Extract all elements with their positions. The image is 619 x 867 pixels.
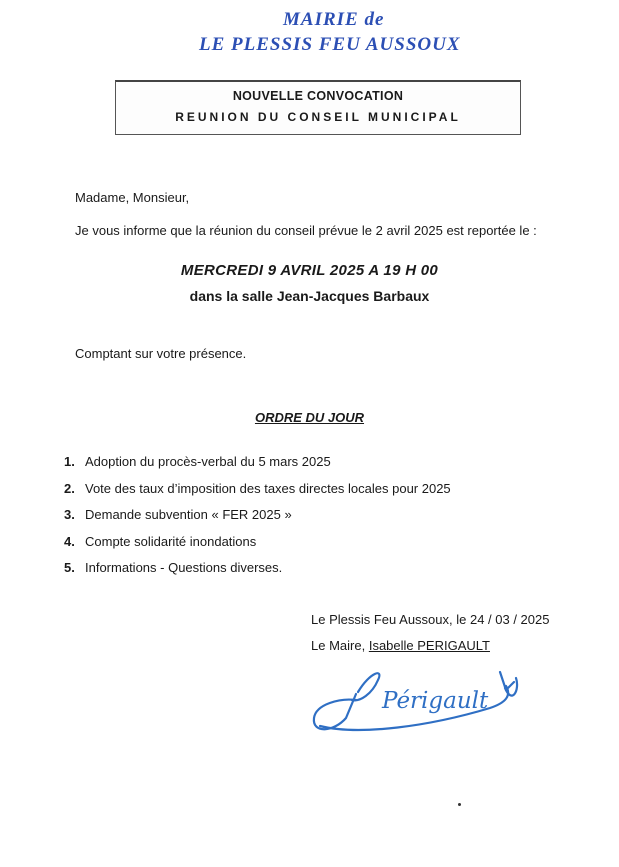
handwritten-signature (300, 660, 530, 750)
signature-stroke (314, 694, 356, 729)
agenda-item-text: Demande subvention « FER 2025 » (85, 507, 292, 522)
agenda-item-number: 5. (64, 560, 75, 575)
agenda-item-number: 4. (64, 533, 75, 549)
convocation-title: NOUVELLE CONVOCATION (232, 89, 404, 103)
agenda-item-text: Adoption du procès-verbal du 5 mars 2025 (85, 454, 331, 469)
agenda-item-number: 3. (64, 507, 75, 522)
header-mairie: MAIRIE de (283, 9, 385, 30)
signature-role: Le Maire, (311, 638, 366, 653)
convocation-subtitle: REUNION DU CONSEIL MUNICIPAL (175, 110, 461, 124)
meeting-location: dans la salle Jean-Jacques Barbaux (189, 288, 430, 304)
agenda-item-text: Compte solidarité inondations (85, 533, 257, 549)
convocation-box (115, 80, 521, 135)
intro-paragraph: Je vous informe que la réunion du conseil prévue le 2 avril 2025 est reportée le : (75, 223, 537, 238)
agenda-list (64, 454, 451, 587)
agenda-item (64, 534, 451, 561)
signature-name-line (311, 638, 490, 653)
agenda-title: ORDRE DU JOUR (254, 410, 365, 425)
stray-dot (458, 803, 461, 806)
agenda-item-number: 2. (64, 480, 75, 496)
agenda-item (64, 560, 451, 587)
agenda-item-text: Informations - Questions diverses. (85, 560, 283, 575)
greeting: Madame, Monsieur, (75, 190, 190, 205)
agenda-item (64, 481, 451, 508)
agenda-item (64, 454, 451, 481)
agenda-item (64, 507, 451, 534)
meeting-date: MERCREDI 9 AVRIL 2025 A 19 H 00 (180, 262, 439, 279)
signature-word: Périgault (382, 688, 489, 714)
closing-line: Comptant sur votre présence. (75, 346, 247, 361)
signature-name: Isabelle PERIGAULT (368, 638, 490, 653)
signature-place-date: Le Plessis Feu Aussoux, le 24 / 03 / 2025 (311, 612, 550, 627)
header-commune: LE PLESSIS FEU AUSSOUX (199, 34, 461, 55)
agenda-item-number: 1. (64, 454, 75, 469)
agenda-item-text: Vote des taux d’imposition des taxes directes locales pour 2025 (85, 480, 451, 496)
